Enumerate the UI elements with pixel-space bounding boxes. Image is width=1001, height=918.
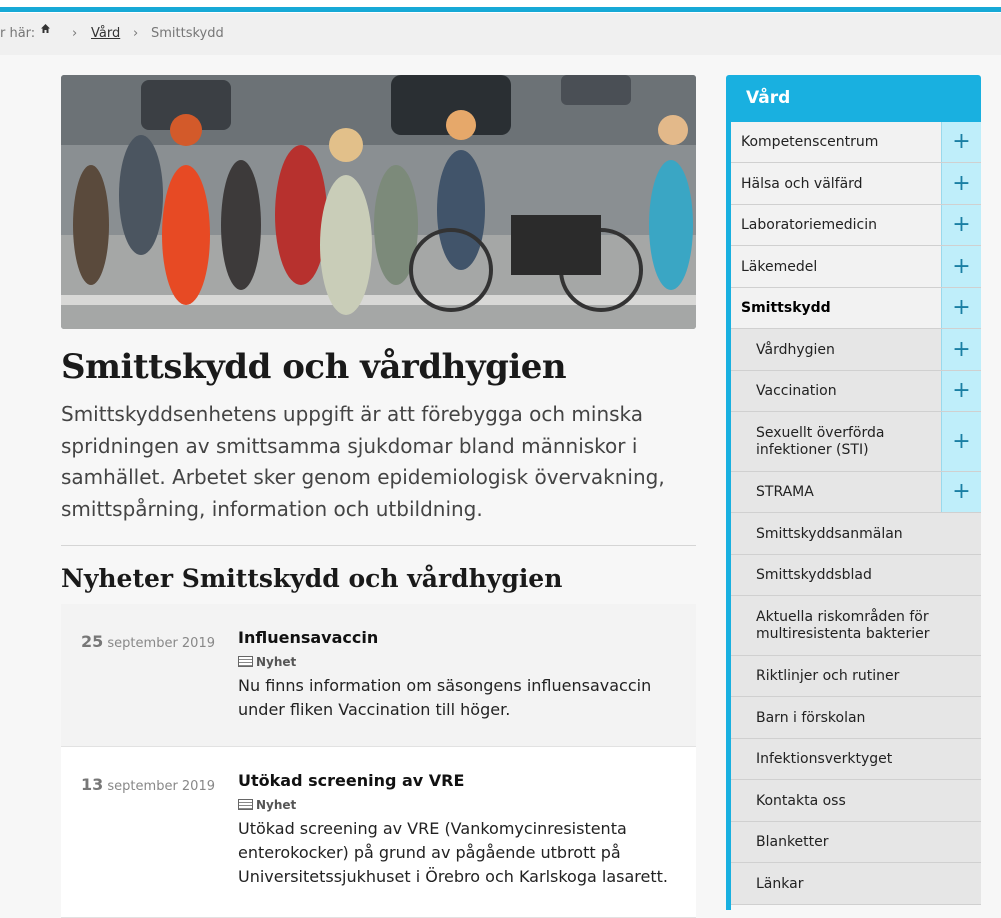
expand-plus-button[interactable] (941, 412, 981, 471)
sidenav-item[interactable] (731, 697, 981, 739)
breadcrumb-current: Smittskydd (151, 26, 224, 41)
expand-plus-button[interactable] (941, 122, 981, 162)
news-item[interactable] (61, 604, 696, 747)
sidenav-item-label: Kompetenscentrum (741, 134, 879, 150)
breadcrumb (0, 13, 1001, 55)
news-title-link[interactable]: Utökad screening av VRE (238, 771, 465, 790)
plus-icon: + (952, 212, 971, 237)
plus-icon: + (952, 428, 971, 454)
top-accent-bar (0, 0, 1001, 13)
plus-icon: + (952, 295, 971, 320)
side-navigation (726, 75, 981, 910)
plus-icon: + (952, 253, 971, 279)
page-title: Smittskydd och vårdhygien (61, 347, 567, 387)
sidenav-title: Vård (746, 88, 791, 108)
expand-plus-button[interactable] (941, 246, 981, 287)
sidenav-item[interactable] (731, 822, 981, 863)
expand-plus-button[interactable] (941, 205, 981, 245)
sidenav-item[interactable] (731, 596, 981, 656)
news-type-label: Nyhet (256, 798, 297, 812)
expand-plus-button[interactable] (941, 371, 981, 411)
expand-plus-button[interactable] (941, 288, 981, 328)
sidenav-item-label: Riktlinjer och rutiner (756, 668, 900, 684)
breadcrumb-separator: › (72, 26, 78, 41)
sidenav-item[interactable] (731, 205, 981, 246)
sidenav-item-label: Barn i förskolan (756, 710, 866, 726)
sidenav-item-label: Hälsa och välfärd (741, 176, 863, 192)
sidenav-item-label: Aktuella riskområden för multiresistenta bakterier (756, 609, 930, 642)
sidenav-item[interactable] (731, 122, 981, 163)
news-heading: Nyheter Smittskydd och vårdhygien (61, 564, 563, 593)
sidenav-item-label: Vårdhygien (756, 342, 835, 358)
hero-image (61, 75, 696, 329)
expand-plus-button[interactable] (941, 472, 981, 512)
news-title-link[interactable]: Influensavaccin (238, 628, 379, 647)
plus-icon: + (952, 336, 971, 362)
news-type (238, 798, 296, 812)
sidenav-item[interactable] (731, 472, 981, 513)
news-text: Utökad screening av VRE (Vankomycinresistenta enterokocker) på grund av pågående utbrott på Universitetssjukhuset i Örebro och Karlskoga lasarett. (238, 819, 668, 886)
news-list (61, 604, 696, 918)
expand-plus-button[interactable] (941, 163, 981, 204)
page-intro: Smittskyddsenhetens uppgift är att förebygga och minska spridningen av smittsamma sjukdomar bland människor i samhället. Arbetet sker genom epidemiologisk övervakning, smittspårning, information och utbildning. (61, 402, 665, 521)
news-type-label: Nyhet (256, 655, 297, 669)
news-date-day: 25 (81, 632, 104, 651)
newspaper-icon (238, 799, 253, 810)
sidenav-item-label: Läkemedel (741, 259, 818, 275)
news-text: Nu finns information om säsongens influensavaccin under fliken Vaccination till höger. (238, 676, 652, 719)
sidenav-item[interactable] (731, 656, 981, 697)
news-date-month: september 2019 (107, 779, 215, 794)
plus-icon: + (952, 378, 971, 403)
sidenav-header[interactable] (726, 75, 981, 122)
plus-icon: + (952, 479, 971, 504)
sidenav-item-label: Länkar (756, 876, 804, 892)
breadcrumb-prefix: r här: (0, 26, 36, 41)
breadcrumb-separator: › (133, 26, 139, 41)
news-item[interactable] (61, 747, 696, 918)
sidenav-item[interactable] (731, 329, 981, 371)
plus-icon: + (952, 170, 971, 196)
sidenav-item[interactable] (731, 513, 981, 555)
sidenav-item-label: Vaccination (756, 383, 837, 399)
sidenav-item[interactable] (731, 555, 981, 596)
sidenav-item[interactable] (731, 246, 981, 288)
sidenav-item-label: Laboratoriemedicin (741, 217, 877, 233)
expand-plus-button[interactable] (941, 329, 981, 370)
sidenav-item-label: Sexuellt överförda infektioner (STI) (756, 425, 885, 458)
news-date (81, 632, 215, 651)
sidenav-item[interactable] (731, 412, 981, 472)
sidenav-item[interactable] (731, 288, 981, 329)
sidenav-item[interactable] (731, 371, 981, 412)
home-icon[interactable] (40, 23, 51, 38)
sidenav-item[interactable] (731, 163, 981, 205)
sidenav-item-label: Infektionsverktyget (756, 751, 893, 767)
newspaper-icon (238, 656, 253, 667)
sidenav-item-label: Kontakta oss (756, 793, 846, 809)
sidenav-item-label: STRAMA (756, 484, 814, 500)
sidenav-item-label: Smittskyddsanmälan (756, 526, 903, 542)
news-date-day: 13 (81, 775, 104, 794)
plus-icon: + (952, 129, 971, 154)
sidenav-list (731, 122, 981, 905)
sidenav-item-label: Smittskydd (741, 300, 831, 316)
sidenav-item[interactable] (731, 739, 981, 780)
sidenav-item-label: Smittskyddsblad (756, 567, 872, 583)
news-type (238, 655, 296, 669)
sidenav-item[interactable] (731, 780, 981, 822)
sidenav-item[interactable] (731, 863, 981, 905)
sidenav-item-label: Blanketter (756, 834, 829, 850)
breadcrumb-link-vard[interactable]: Vård (91, 26, 121, 41)
news-date (81, 775, 215, 794)
divider (61, 545, 696, 546)
news-date-month: september 2019 (107, 636, 215, 651)
